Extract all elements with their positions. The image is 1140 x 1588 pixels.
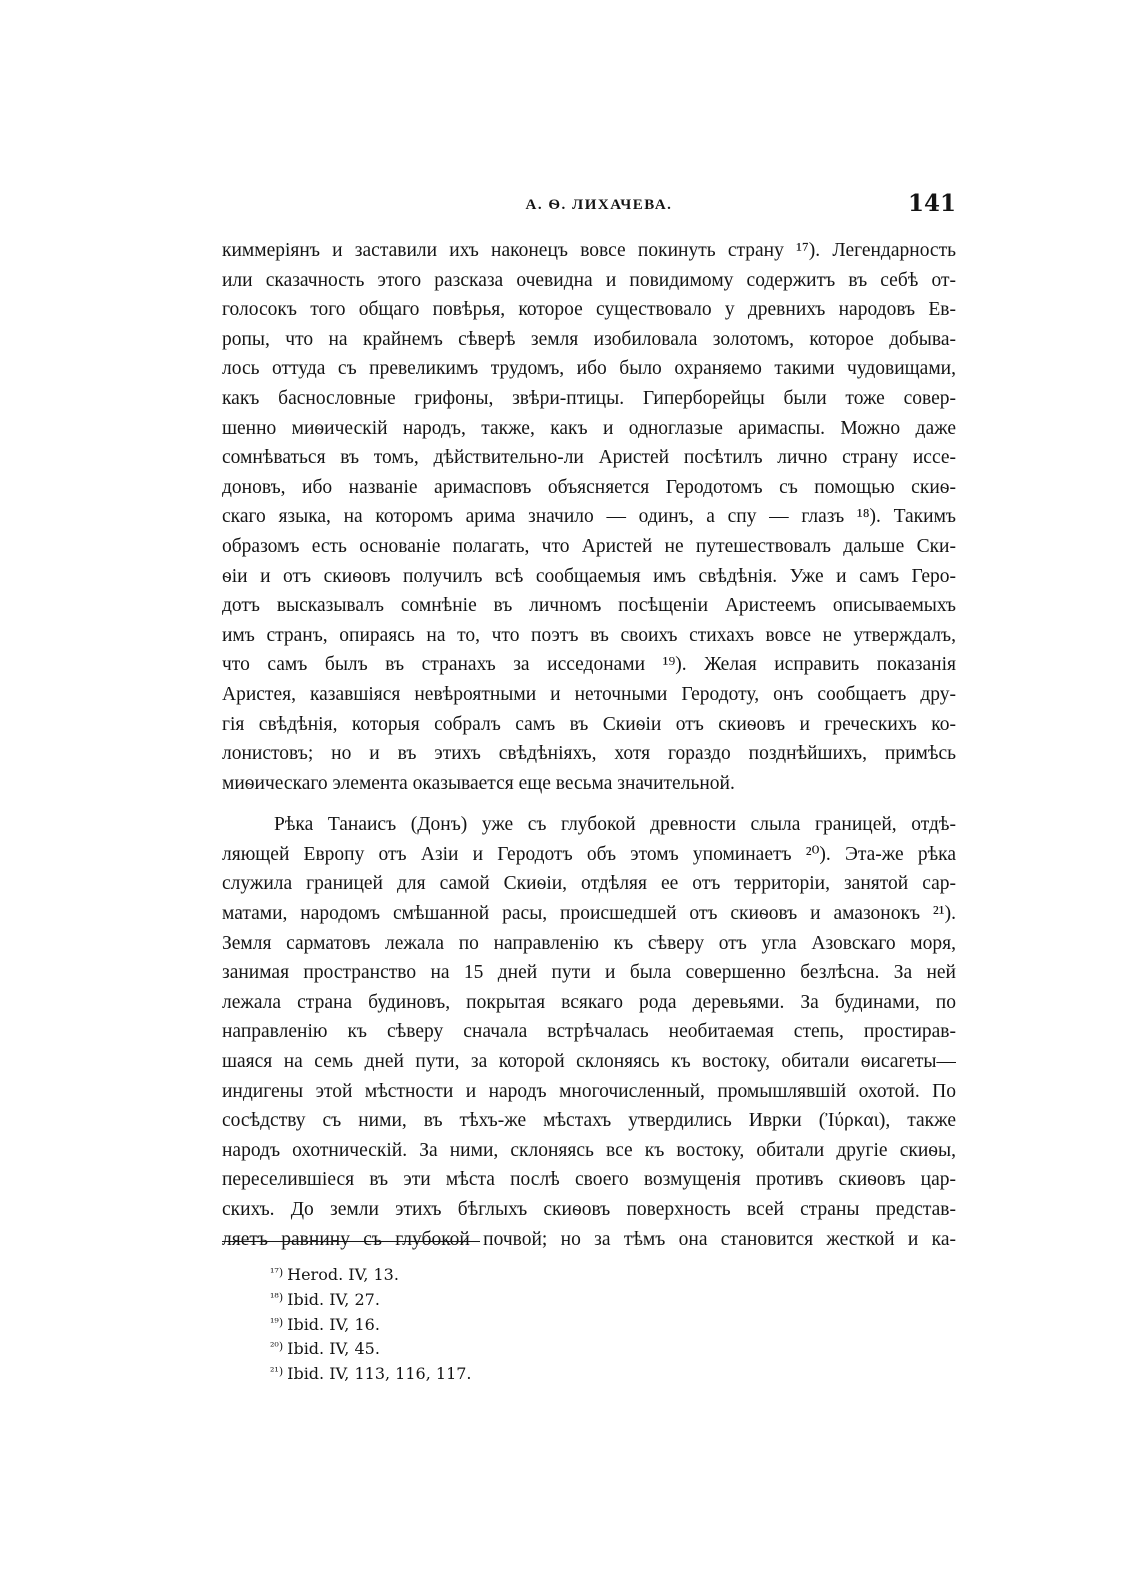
text-line: матами, народомъ смѣшанной расы, происшедшей отъ скиѳовъ и амазонокъ ²¹). — [222, 903, 956, 925]
text-line: дотъ высказывалъ сомнѣнiе въ личномъ посѣщенiи Аристеемъ описываемыхъ — [222, 595, 956, 617]
text-line: индигены этой мѣстности и народъ многочисленный, промышлявшiй охотой. По — [222, 1080, 956, 1102]
text-line: занимая пространство на 15 дней пути и была совершенно безлѣсна. За ней — [222, 962, 956, 984]
text-line: народъ охотническiй. За ними, склоняясь все къ востоку, обитали другiе скиѳы, — [222, 1139, 956, 1161]
footnote-mark: ¹⁸) — [270, 1290, 284, 1304]
text-line: Рѣка Танаисъ (Донъ) уже съ глубокой древности слыла границей, отдѣ- — [274, 814, 956, 836]
text-line: лось оттуда съ превеликимъ трудомъ, ибо было охраняемо такими чудовищами, — [222, 358, 956, 380]
text-line: имъ странъ, опираясь на то, что поэтъ въ своихъ стихахъ вовсе не утверждалъ, — [222, 624, 956, 646]
footnote-mark: ²¹) — [270, 1365, 284, 1379]
text-line: ляетъ равнину съ глубокой почвой; но за тѣмъ она становится жесткой и ка- — [222, 1228, 956, 1250]
footnotes — [270, 1262, 472, 1386]
text-line: ляющей Европу отъ Азiи и Геродотъ объ этомъ упоминаетъ ²⁰). Эта-же рѣка — [222, 843, 956, 865]
footnote-text: Ibid. IV, 27. — [287, 1289, 380, 1309]
text-line: Земля сарматовъ лежала по направленiю къ сѣверу отъ угла Азовскаго моря, — [222, 932, 956, 954]
body-text — [222, 236, 956, 1254]
footnote — [270, 1336, 472, 1361]
text-line: какъ баснословные грифоны, звѣри-птицы. Гиперборейцы были тоже совер- — [222, 387, 956, 409]
footnote-text: Ibid. IV, 113, 116, 117. — [287, 1364, 472, 1384]
text-line: или сказачность этого разсказа очевидна и повидимому содержитъ въ себѣ от- — [222, 269, 956, 291]
footnote — [270, 1312, 472, 1337]
text-line: скихъ. До земли этихъ бѣглыхъ скиѳовъ поверхность всей страны представ- — [222, 1199, 956, 1220]
text-line: ѳiи и отъ скиѳовъ получилъ всѣ сообщаемыя имъ свѣдѣнiя. Уже и самъ Геро- — [222, 565, 956, 587]
text-line: образомъ есть основанiе полагать, что Аристей не путешествовалъ дальше Ски- — [222, 535, 956, 557]
text-line: ропы, что на крайнемъ сѣверѣ земля изобиловала золотомъ, которое добыва- — [222, 328, 956, 350]
footnote-text: Ibid. IV, 45. — [287, 1339, 380, 1359]
footnote — [270, 1262, 472, 1287]
footnote-mark: ¹⁹) — [270, 1315, 284, 1329]
paragraph-gap — [222, 798, 956, 810]
text-line: Аристея, казавшiяся невѣроятными и неточными Геродоту, онъ сообщаетъ дру- — [222, 683, 956, 705]
text-line: голосокъ того общаго повѣрья, которое существовало у древнихъ народовъ Ев- — [222, 299, 956, 321]
footnote-text: Herod. IV, 13. — [287, 1265, 399, 1284]
running-head — [222, 190, 956, 222]
text-line: шаяся на семь дней пути, за которой склоняясь къ востоку, обитали ѳисагеты— — [222, 1051, 956, 1073]
text-line: доновъ, ибо названiе аримасповъ объясняется Геродотомъ съ помощью скиѳ- — [222, 476, 956, 498]
text-line: шенно миѳическiй народъ, также, какъ и одноглазые аримаспы. Можно даже — [222, 417, 956, 439]
footnote — [270, 1287, 472, 1312]
text-line: миѳическаго элемента оказывается еще весьма значительной. — [222, 772, 735, 794]
text-line: направленiю къ сѣверу сначала встрѣчалась необитаемая степь, простирав- — [222, 1021, 956, 1043]
footnote-divider — [222, 1241, 480, 1242]
footnote-mark: ²⁰) — [270, 1340, 284, 1354]
text-line: лежала страна будиновъ, покрытая всякаго рода деревьями. За будинами, по — [222, 991, 956, 1013]
text-line: киммерiянъ и заставили ихъ наконецъ вовсе покинуть страну ¹⁷). Легендарность — [222, 240, 956, 261]
footnote-mark: ¹⁷) — [270, 1266, 284, 1279]
text-line: лонистовъ; но и въ этихъ свѣдѣнiяхъ, хотя гораздо позднѣйшихъ, примѣсь — [222, 743, 956, 765]
footnote — [270, 1361, 472, 1386]
page-number: 141 — [907, 190, 956, 217]
text-line: переселившiеся въ эти мѣста послѣ своего возмущенiя противъ скиѳовъ цар- — [222, 1169, 956, 1191]
text-line: что самъ былъ въ странахъ за исседонами ¹⁹). Желая исправить показанiя — [222, 654, 956, 676]
text-line: сомнѣваться въ томъ, дѣйствительно-ли Аристей посѣтилъ лично страну иссе- — [222, 447, 956, 469]
text-line: гiя свѣдѣнiя, которыя собралъ самъ въ Скиѳiи отъ скиѳовъ и греческихъ ко- — [222, 713, 956, 735]
footnote-text: Ibid. IV, 16. — [287, 1314, 380, 1334]
text-line: служила границей для самой Скиѳiи, отдѣляя ее отъ территорiи, занятой сар- — [222, 873, 956, 895]
text-line: скаго языка, на которомъ арима значило — одинъ, а спу — глазъ ¹⁸). Такимъ — [222, 506, 956, 528]
text-line: сосѣдству съ ними, въ тѣхъ-же мѣстахъ утвердились Иврки (Ἰύρκαι), также — [222, 1110, 956, 1132]
running-title: А. Ѳ. ЛИХАЧЕВА. — [525, 197, 673, 213]
